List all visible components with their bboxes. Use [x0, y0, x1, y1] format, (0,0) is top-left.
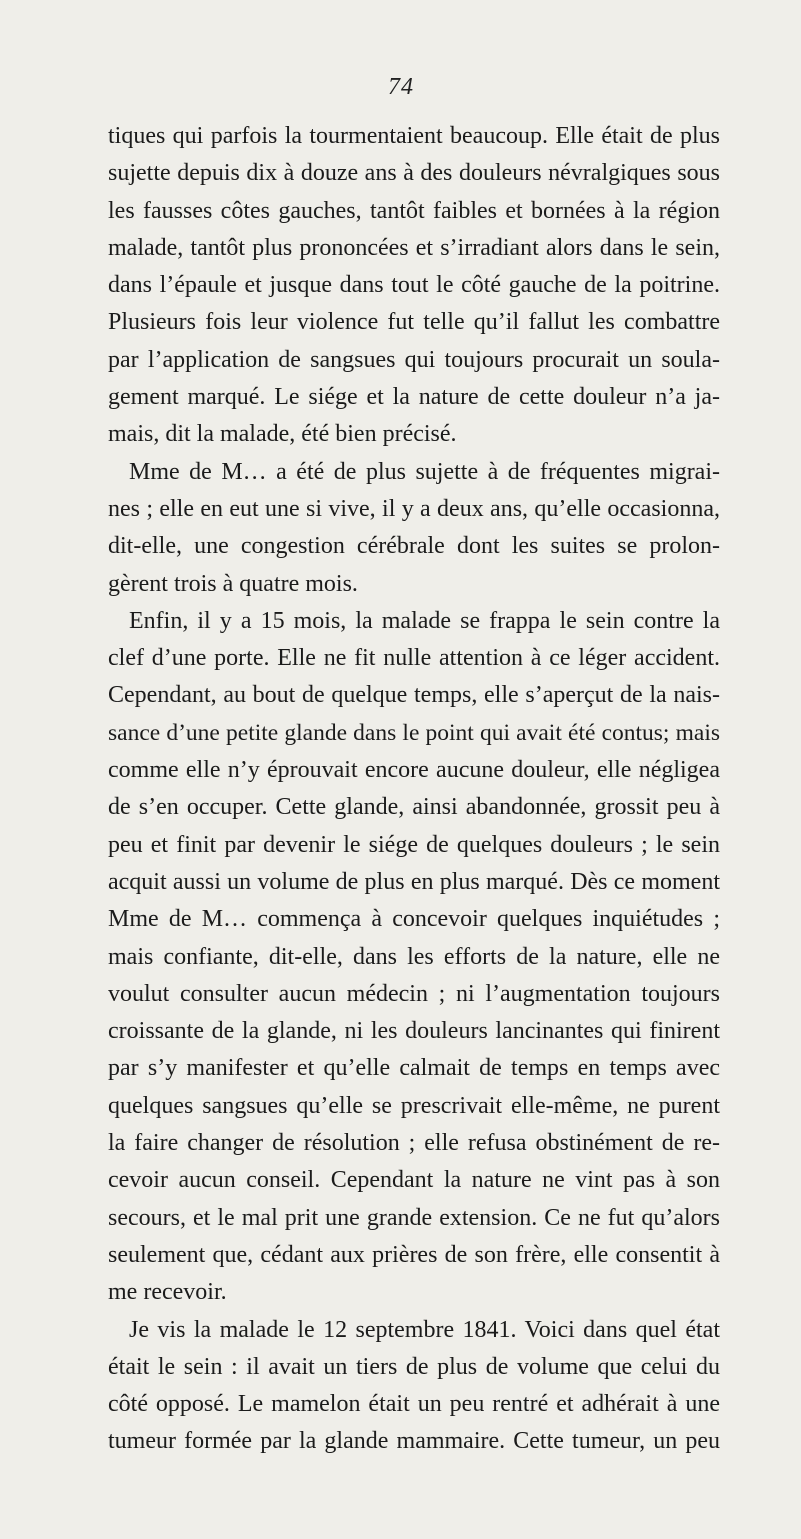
text-line: les fausses côtes gauches, tantôt faibles et bornées à la région	[108, 197, 720, 224]
text-line: secours, et le mal prit une grande extension. Ce ne fut qu’alors	[108, 1204, 720, 1231]
text-line: Cependant, au bout de quelque temps, elle s’aperçut de la nais-	[108, 682, 720, 709]
text-line: tiques qui parfois la tourmentaient beaucoup. Elle était de plus	[108, 123, 720, 149]
body-text	[108, 118, 720, 1461]
text-line: la faire changer de résolution ; elle refusa obstinément de re-	[108, 1130, 720, 1157]
text-line: par l’application de sangsues qui toujours procurait un soula-	[108, 346, 720, 373]
page-number: 74	[388, 74, 414, 100]
text-line: croissante de la glande, ni les douleurs lancinantes qui finirent	[108, 1018, 720, 1045]
text-line: gèrent trois à quatre mois.	[108, 570, 358, 597]
text-line: voulut consulter aucun médecin ; ni l’augmentation toujours	[108, 980, 720, 1007]
text-line: clef d’une porte. Elle ne fit nulle attention à ce léger accident.	[108, 645, 720, 672]
text-line: quelques sangsues qu’elle se prescrivait elle-même, ne purent	[108, 1092, 720, 1119]
text-line: seulement que, cédant aux prières de son frère, elle consentit à	[108, 1241, 720, 1268]
text-line: malade, tantôt plus prononcées et s’irradiant alors dans le sein,	[108, 234, 720, 261]
text-line: gement marqué. Le siége et la nature de cette douleur n’a ja-	[108, 384, 720, 411]
text-line: dit-elle, une congestion cérébrale dont les suites se prolon-	[108, 533, 720, 560]
text-line: de s’en occuper. Cette glande, ainsi abandonnée, grossit peu à	[108, 794, 720, 821]
text-line: était le sein : il avait un tiers de plus de volume que celui du	[108, 1353, 720, 1380]
text-line: sujette depuis dix à douze ans à des douleurs névralgiques sous	[108, 160, 720, 187]
text-line: côté opposé. Le mamelon était un peu rentré et adhérait à une	[108, 1391, 720, 1418]
text-line: Enfin, il y a 15 mois, la malade se frappa le sein contre la	[129, 607, 720, 634]
text-line: mais, dit la malade, été bien précisé.	[108, 421, 457, 448]
text-line: dans l’épaule et jusque dans tout le côté gauche de la poitrine.	[108, 272, 720, 299]
text-line: Mme de M… commença à concevoir quelques inquiétudes ;	[108, 906, 720, 933]
text-line: mais confiante, dit-elle, dans les efforts de la nature, elle ne	[108, 943, 720, 970]
text-line: comme elle n’y éprouvait encore aucune douleur, elle négligea	[108, 757, 720, 784]
text-line: me recevoir.	[108, 1279, 227, 1306]
text-line: nes ; elle en eut une si vive, il y a deux ans, qu’elle occasionna,	[108, 495, 720, 522]
text-line: cevoir aucun conseil. Cependant la nature ne vint pas à son	[108, 1167, 720, 1194]
text-line: Je vis la malade le 12 septembre 1841. Voici dans quel état	[129, 1316, 720, 1343]
text-line: Plusieurs fois leur violence fut telle qu’il fallut les combattre	[108, 309, 720, 336]
text-line: tumeur formée par la glande mammaire. Cette tumeur, un peu	[108, 1428, 720, 1455]
text-line: par s’y manifester et qu’elle calmait de temps en temps avec	[108, 1055, 720, 1082]
text-line: sance d’une petite glande dans le point qui avait été contus; mais	[108, 719, 720, 746]
text-line: Mme de M… a été de plus sujette à de fréquentes migrai-	[129, 458, 720, 485]
text-line: acquit aussi un volume de plus en plus marqué. Dès ce moment	[108, 868, 720, 895]
text-line: peu et finit par devenir le siége de quelques douleurs ; le sein	[108, 831, 720, 858]
